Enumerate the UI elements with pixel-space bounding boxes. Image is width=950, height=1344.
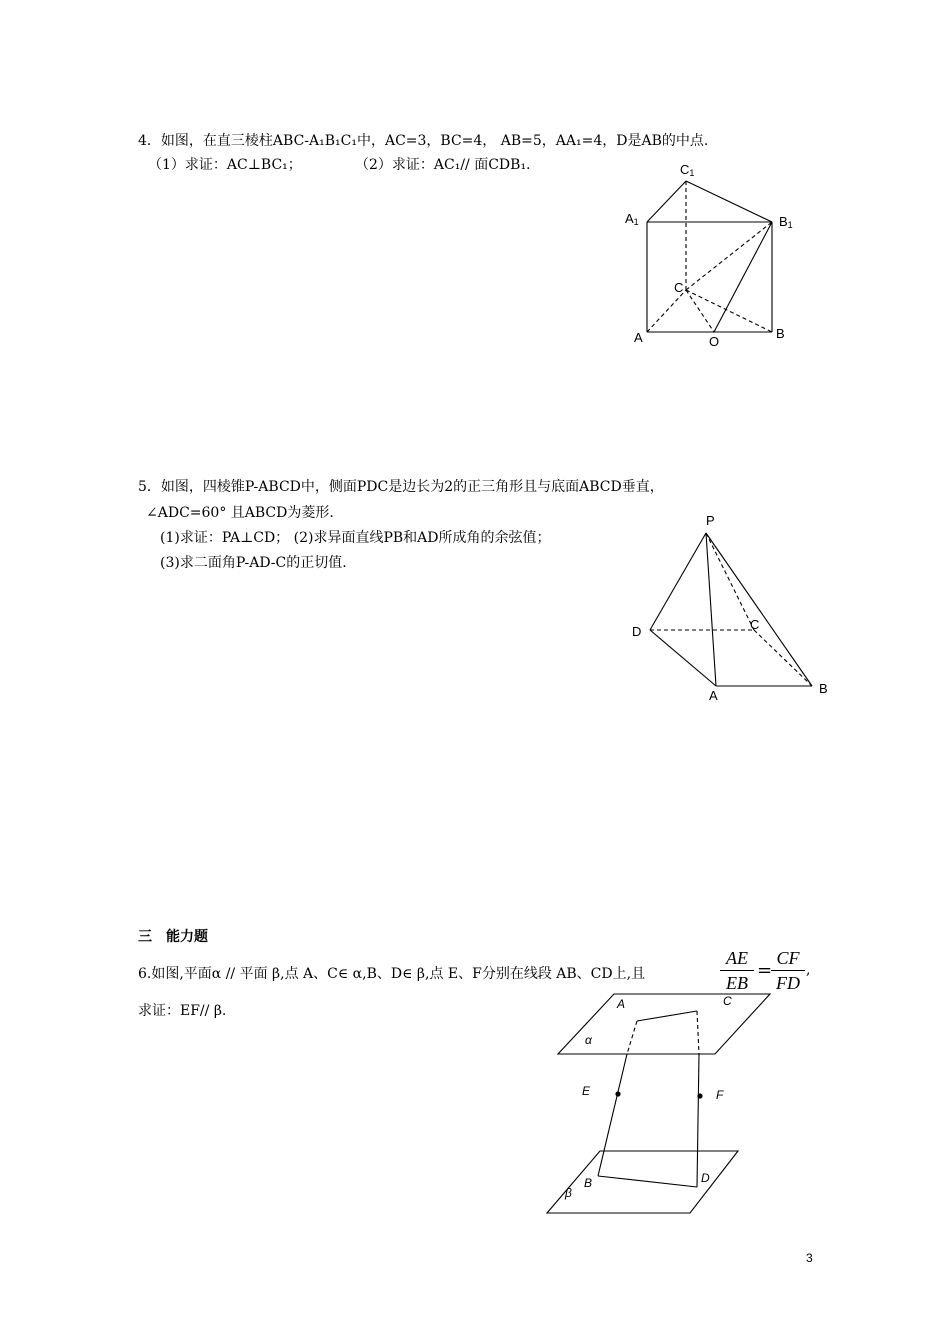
problem6-prove: 求证：EF// β. bbox=[138, 1003, 227, 1019]
fraction-ae-eb: AE EB bbox=[720, 947, 754, 994]
problem4-statement: 4．如图，在直三棱柱ABC-A₁B₁C₁中，AC=3，BC=4， AB=5，AA₁=4，D是AB的中点. bbox=[138, 133, 709, 149]
problem5-condition: ∠ADC=60° 且ABCD为菱形. bbox=[146, 505, 334, 521]
label-E: E bbox=[582, 1084, 591, 1098]
problem4-question1: （1）求证：AC⊥BC₁； bbox=[148, 157, 302, 173]
label-D: D bbox=[701, 1171, 710, 1185]
problem5-statement: 5．如图，四棱锥P-ABCD中，侧面PDC是边长为2的正三角形且与底面ABCD垂直， bbox=[138, 479, 664, 495]
label-F: F bbox=[716, 1088, 724, 1102]
label-A: A bbox=[617, 997, 626, 1011]
comma: , bbox=[806, 962, 811, 978]
label-beta: β bbox=[565, 1186, 572, 1200]
label-P: P bbox=[706, 513, 715, 528]
label-B: B bbox=[776, 326, 785, 341]
problem5-question3: (3)求二面角P-AD-C的正切值. bbox=[160, 555, 347, 571]
label-C: C bbox=[723, 994, 732, 1008]
section-title: 三 能力题 bbox=[138, 928, 208, 944]
label-A1: $A_1$ bbox=[625, 211, 639, 227]
equals-sign: = bbox=[757, 960, 773, 981]
label-B1: $B_1$ bbox=[779, 214, 793, 230]
problem4-question2: （2）求证：AC₁// 面CDB₁. bbox=[355, 157, 531, 173]
label-B: B bbox=[819, 681, 828, 696]
label-A: A bbox=[709, 688, 718, 703]
label-C: C bbox=[674, 280, 684, 295]
label-A: A bbox=[634, 330, 643, 345]
fraction-cf-fd: CF FD bbox=[771, 947, 805, 994]
label-B: B bbox=[584, 1176, 593, 1190]
label-O: O bbox=[709, 334, 720, 349]
problem6-statement: 6.如图,平面α // 平面 β,点 A、C∈ α,B、D∈ β,点 E、F分别在线段 AB、CD上,且 bbox=[138, 966, 646, 982]
label-C1: $C_1$ bbox=[680, 162, 695, 178]
problem5-questions-1-2: (1)求证：PA⊥CD； (2)求异面直线PB和AD所成角的余弦值； bbox=[160, 530, 551, 546]
page-number: 3 bbox=[806, 1251, 813, 1265]
label-C: C bbox=[750, 617, 760, 632]
label-alpha: α bbox=[585, 1033, 592, 1047]
label-D: D bbox=[632, 624, 642, 639]
